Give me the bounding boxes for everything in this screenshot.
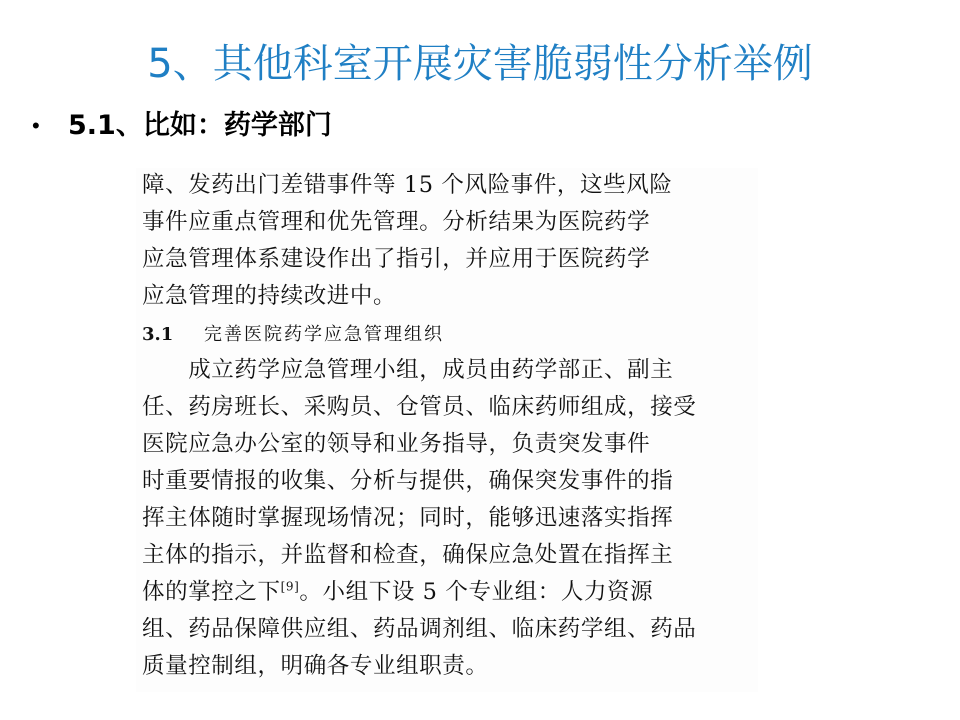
bullet-dot-icon: • bbox=[32, 113, 40, 138]
document-text: 。小组下设 5 个专业组：人力资源 bbox=[299, 579, 654, 605]
section-number: 3.1 bbox=[142, 324, 174, 345]
section-title: 完善医院药学应急管理组织 bbox=[204, 324, 444, 345]
section-heading bbox=[142, 320, 444, 350]
document-text: 体的掌控之下 bbox=[142, 579, 281, 605]
slide-title: 5、其他科室开展灾害脆弱性分析举例 bbox=[147, 41, 813, 87]
document-line: 医院应急办公室的领导和业务指导，负责突发事件 bbox=[142, 431, 651, 457]
document-line-with-citation bbox=[142, 577, 653, 607]
bullet-item bbox=[32, 103, 332, 149]
document-line: 时重要情报的收集、分析与提供，确保突发事件的指 bbox=[142, 468, 674, 494]
document-line: 障、发药出门差错事件等 15 个风险事件，这些风险 bbox=[142, 172, 673, 198]
document-line: 应急管理体系建设作出了指引，并应用于医院药学 bbox=[142, 246, 651, 272]
document-line: 主体的指示，并监督和检查，确保应急处置在指挥主 bbox=[142, 542, 674, 568]
document-line: 质量控制组，明确各专业组职责。 bbox=[142, 653, 489, 679]
document-line: 事件应重点管理和优先管理。分析结果为医院药学 bbox=[142, 209, 651, 235]
bullet-text: 5.1、比如：药学部门 bbox=[68, 110, 332, 141]
document-line: 任、药房班长、采购员、仓管员、临床药师组成，接受 bbox=[142, 394, 697, 420]
scanned-document-excerpt bbox=[136, 168, 758, 692]
document-line: 挥主体随时掌握现场情况；同时，能够迅速落实指挥 bbox=[142, 505, 674, 531]
document-line: 成立药学应急管理小组，成员由药学部正、副主 bbox=[142, 357, 674, 383]
document-line: 组、药品保障供应组、药品调剂组、临床药学组、药品 bbox=[142, 616, 697, 642]
document-line: 应急管理的持续改进中。 bbox=[142, 283, 397, 309]
citation-marker: [9] bbox=[280, 579, 300, 594]
